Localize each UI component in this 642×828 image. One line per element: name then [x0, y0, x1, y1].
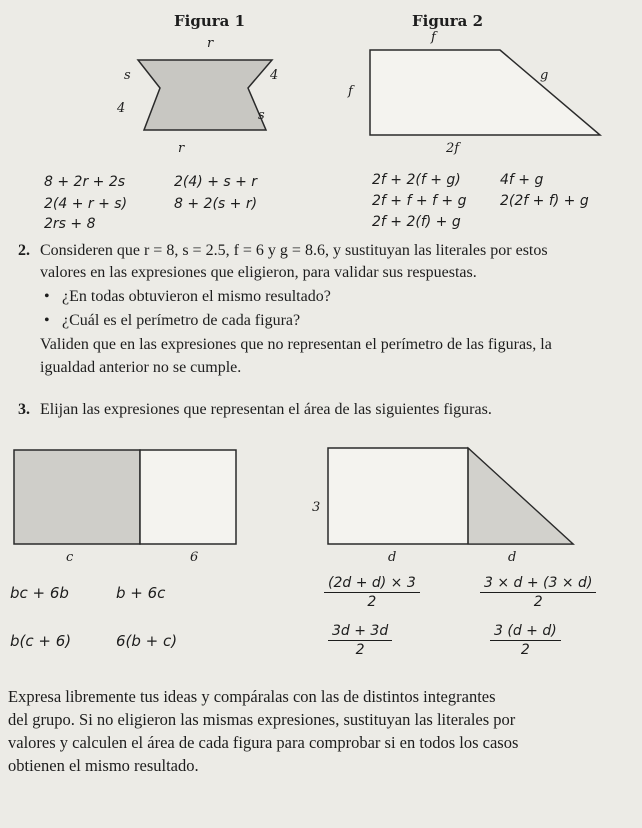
expr-fig2-d[interactable]: 2(2f + f) + g — [500, 193, 589, 209]
expr-fig1-a[interactable]: 8 + 2r + 2s — [44, 174, 126, 190]
question2-line1: Consideren que r = 8, s = 2.5, f = 6 y g = 8.6, y sustituyan las literales por estos — [40, 242, 548, 259]
area-rectangle-figure — [14, 450, 244, 550]
question2-line2: valores en las expresiones que eligieron, para validar sus respuestas. — [40, 264, 477, 281]
closing-line3: valores y calculen el área de cada figura para comprobar si en todos los casos — [8, 733, 519, 752]
expr-fig1-c[interactable]: 2(4 + r + s) — [44, 196, 128, 212]
expr-fig1-e[interactable]: 2rs + 8 — [44, 216, 96, 232]
fig1-label-4-right: 4 — [270, 68, 279, 83]
area-expr-trap-d[interactable] — [490, 622, 561, 659]
question2-bullet2: • ¿Cuál es el perímetro de cada figura? — [62, 312, 300, 330]
fig1-label-r-bottom: r — [178, 141, 185, 156]
expr-fig1-b[interactable]: 2(4) + s + r — [174, 174, 258, 190]
question2-number: 2. — [18, 242, 30, 259]
figure2-shape — [360, 40, 610, 150]
area-expr-trap-b[interactable] — [480, 574, 596, 611]
fig2-label-f-left: f — [348, 84, 353, 99]
fig1-label-r-top: r — [207, 36, 214, 51]
fig1-label-4-left: 4 — [117, 101, 126, 116]
figure2-title: Figura 2 — [412, 12, 484, 30]
expr-fig2-e[interactable]: 2f + 2(f) + g — [372, 214, 461, 230]
area-expr-trap-c-num: 3d + 3d — [328, 622, 392, 641]
closing-line4: obtienen el mismo resultado. — [8, 756, 199, 775]
area-expr-rect-d[interactable]: 6(b + c) — [116, 632, 178, 650]
closing-line1: Expresa libremente tus ideas y compáralas con las de distintos integrantes — [8, 687, 496, 706]
rect-label-c: c — [66, 550, 74, 565]
question3-text: Elijan las expresiones que representan el área de las siguientes figuras. — [40, 401, 492, 418]
area-expr-trap-b-den: 2 — [533, 594, 543, 610]
area-expr-trap-a-num: (2d + d) × 3 — [324, 574, 420, 593]
closing-line2: del grupo. Si no eligieron las mismas expresiones, sustituyan las literales por — [8, 710, 516, 729]
question2-line3: Validen que en las expresiones que no representan el perímetro de las figuras, la — [40, 336, 552, 353]
area-expr-trap-c[interactable] — [328, 622, 392, 659]
area-expr-rect-a[interactable]: bc + 6b — [10, 584, 69, 602]
area-expr-trap-c-den: 2 — [355, 642, 365, 658]
question2-line4: igualdad anterior no se cumple. — [40, 359, 242, 376]
fig2-label-g: g — [540, 68, 549, 83]
expr-fig2-a[interactable]: 2f + 2(f + g) — [372, 172, 461, 188]
trap-label-3: 3 — [312, 500, 321, 515]
fig2-label-2f: 2f — [446, 141, 460, 156]
area-expr-rect-c[interactable]: b(c + 6) — [10, 632, 72, 650]
fig1-label-s-right: s — [258, 108, 265, 123]
area-trapezoid-figure — [328, 448, 578, 548]
area-expr-trap-a-den: 2 — [367, 594, 377, 610]
question2-bullet1: • ¿En todas obtuvieron el mismo resultado? — [62, 288, 331, 306]
expr-fig1-d[interactable]: 8 + 2(s + r) — [174, 196, 258, 212]
figure1-shape — [100, 40, 280, 150]
area-expr-trap-b-num: 3 × d + (3 × d) — [480, 574, 596, 593]
figure1-title: Figura 1 — [174, 12, 246, 30]
trap-label-d2: d — [508, 550, 517, 565]
expr-fig2-b[interactable]: 4f + g — [500, 172, 544, 188]
area-expr-rect-b[interactable]: b + 6c — [116, 584, 166, 602]
area-expr-trap-d-num: 3 (d + d) — [490, 622, 561, 641]
rect-label-6: 6 — [190, 550, 199, 565]
area-expr-trap-d-den: 2 — [520, 642, 530, 658]
area-expr-trap-a[interactable] — [324, 574, 420, 611]
trap-label-d1: d — [388, 550, 397, 565]
fig2-label-f-top: f — [431, 30, 436, 45]
expr-fig2-c[interactable]: 2f + f + f + g — [372, 193, 467, 209]
fig1-label-s-left: s — [124, 68, 131, 83]
question3-number: 3. — [18, 401, 30, 418]
